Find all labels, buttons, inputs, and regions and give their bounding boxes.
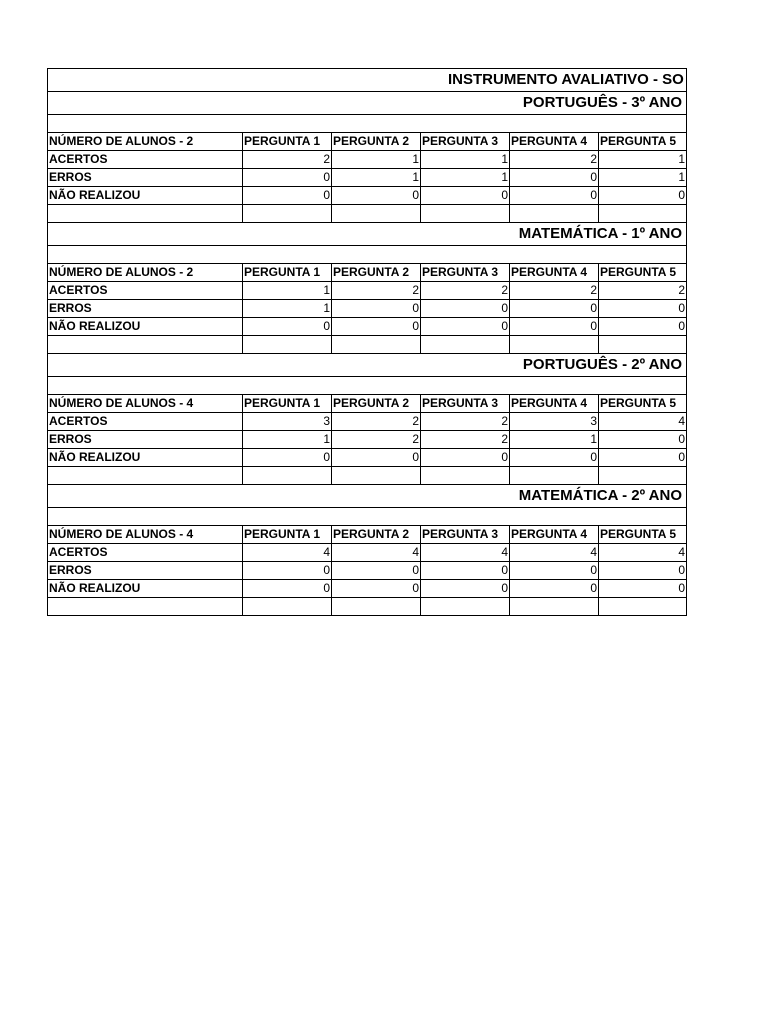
- question-header: PERGUNTA 5: [599, 264, 687, 281]
- value-cell: 0: [599, 318, 687, 335]
- blank-cell: [510, 205, 599, 222]
- value-cell: 4: [421, 544, 510, 561]
- blank-cell: [48, 598, 243, 615]
- spacer-row: [48, 508, 687, 526]
- blank-row: [48, 336, 687, 354]
- blank-cell: [332, 598, 421, 615]
- row-label: NÃO REALIZOU: [48, 187, 243, 204]
- question-header: PERGUNTA 3: [421, 133, 510, 150]
- blank-cell: [243, 205, 332, 222]
- value-cell: 0: [243, 449, 332, 466]
- subject-heading: PORTUGUÊS - 3º ANO: [522, 94, 682, 111]
- subject-heading: PORTUGUÊS - 2º ANO: [522, 356, 682, 373]
- row-label: ACERTOS: [48, 282, 243, 299]
- blank-cell: [510, 467, 599, 484]
- value-cell: 1: [332, 151, 421, 168]
- value-cell: 0: [510, 169, 599, 186]
- question-header: PERGUNTA 4: [510, 526, 599, 543]
- spacer-row: [48, 377, 687, 395]
- row-label: NÃO REALIZOU: [48, 318, 243, 335]
- acertos-row: [48, 282, 687, 300]
- blank-cell: [332, 205, 421, 222]
- header-row: [48, 526, 687, 544]
- document-title-row: [48, 69, 687, 92]
- row-label: ERROS: [48, 169, 243, 186]
- value-cell: 2: [421, 431, 510, 448]
- question-header: PERGUNTA 1: [243, 526, 332, 543]
- value-cell: 0: [510, 187, 599, 204]
- value-cell: 2: [421, 413, 510, 430]
- spacer-row: [48, 246, 687, 264]
- question-header: PERGUNTA 1: [243, 133, 332, 150]
- value-cell: 0: [243, 187, 332, 204]
- blank-cell: [421, 336, 510, 353]
- value-cell: 1: [510, 431, 599, 448]
- value-cell: 1: [243, 282, 332, 299]
- question-header: PERGUNTA 1: [243, 395, 332, 412]
- value-cell: 0: [510, 562, 599, 579]
- students-count-label: NÚMERO DE ALUNOS - 4: [48, 395, 243, 412]
- subject-heading: MATEMÁTICA - 2º ANO: [518, 487, 682, 504]
- value-cell: 0: [599, 431, 687, 448]
- blank-cell: [48, 467, 243, 484]
- value-cell: 1: [421, 151, 510, 168]
- subject-heading-row: [48, 92, 687, 115]
- question-header: PERGUNTA 4: [510, 133, 599, 150]
- students-count-label: NÚMERO DE ALUNOS - 2: [48, 133, 243, 150]
- blank-cell: [332, 467, 421, 484]
- value-cell: 0: [421, 318, 510, 335]
- value-cell: 0: [599, 300, 687, 317]
- blank-cell: [599, 467, 687, 484]
- blank-cell: [510, 598, 599, 615]
- value-cell: 0: [243, 562, 332, 579]
- value-cell: 0: [421, 187, 510, 204]
- value-cell: 0: [243, 169, 332, 186]
- value-cell: 2: [243, 151, 332, 168]
- question-header: PERGUNTA 5: [599, 526, 687, 543]
- students-count-label: NÚMERO DE ALUNOS - 2: [48, 264, 243, 281]
- value-cell: 0: [332, 187, 421, 204]
- blank-cell: [599, 205, 687, 222]
- sections-container: [48, 92, 687, 616]
- blank-cell: [421, 598, 510, 615]
- question-header: PERGUNTA 4: [510, 264, 599, 281]
- value-cell: 0: [332, 300, 421, 317]
- subject-heading-row: [48, 223, 687, 246]
- value-cell: 2: [510, 151, 599, 168]
- value-cell: 0: [599, 187, 687, 204]
- value-cell: 1: [599, 169, 687, 186]
- question-header: PERGUNTA 2: [332, 133, 421, 150]
- value-cell: 0: [421, 300, 510, 317]
- row-label: ERROS: [48, 300, 243, 317]
- spreadsheet-page: [47, 68, 687, 616]
- row-label: ACERTOS: [48, 413, 243, 430]
- value-cell: 4: [332, 544, 421, 561]
- blank-cell: [243, 598, 332, 615]
- value-cell: 2: [421, 282, 510, 299]
- erros-row: [48, 300, 687, 318]
- subject-section: [48, 354, 687, 485]
- row-label: ERROS: [48, 562, 243, 579]
- value-cell: 2: [332, 413, 421, 430]
- question-header: PERGUNTA 1: [243, 264, 332, 281]
- value-cell: 2: [510, 282, 599, 299]
- value-cell: 4: [599, 544, 687, 561]
- value-cell: 0: [510, 449, 599, 466]
- value-cell: 4: [243, 544, 332, 561]
- document-title: INSTRUMENTO AVALIATIVO - SO: [448, 71, 684, 88]
- value-cell: 0: [421, 562, 510, 579]
- subject-section: [48, 485, 687, 616]
- value-cell: 0: [421, 449, 510, 466]
- question-header: PERGUNTA 2: [332, 264, 421, 281]
- blank-cell: [48, 336, 243, 353]
- value-cell: 0: [332, 562, 421, 579]
- spacer-row: [48, 115, 687, 133]
- subject-heading-row: [48, 354, 687, 377]
- value-cell: 1: [332, 169, 421, 186]
- value-cell: 2: [332, 282, 421, 299]
- nao-realizou-row: [48, 318, 687, 336]
- blank-cell: [599, 336, 687, 353]
- blank-cell: [243, 336, 332, 353]
- acertos-row: [48, 413, 687, 431]
- question-header: PERGUNTA 2: [332, 526, 421, 543]
- row-label: ACERTOS: [48, 151, 243, 168]
- blank-cell: [421, 467, 510, 484]
- blank-cell: [421, 205, 510, 222]
- subject-heading-row: [48, 485, 687, 508]
- row-label: NÃO REALIZOU: [48, 449, 243, 466]
- row-label: NÃO REALIZOU: [48, 580, 243, 597]
- blank-row: [48, 467, 687, 485]
- row-label: ACERTOS: [48, 544, 243, 561]
- value-cell: 0: [332, 449, 421, 466]
- question-header: PERGUNTA 3: [421, 526, 510, 543]
- value-cell: 2: [599, 282, 687, 299]
- value-cell: 1: [421, 169, 510, 186]
- blank-cell: [332, 336, 421, 353]
- value-cell: 4: [510, 544, 599, 561]
- value-cell: 0: [599, 580, 687, 597]
- value-cell: 0: [421, 580, 510, 597]
- nao-realizou-row: [48, 580, 687, 598]
- value-cell: 1: [243, 300, 332, 317]
- question-header: PERGUNTA 3: [421, 264, 510, 281]
- erros-row: [48, 431, 687, 449]
- question-header: PERGUNTA 5: [599, 395, 687, 412]
- value-cell: 1: [599, 151, 687, 168]
- value-cell: 1: [243, 431, 332, 448]
- value-cell: 0: [510, 300, 599, 317]
- blank-cell: [243, 467, 332, 484]
- blank-row: [48, 205, 687, 223]
- acertos-row: [48, 544, 687, 562]
- header-row: [48, 395, 687, 413]
- value-cell: 4: [599, 413, 687, 430]
- row-label: ERROS: [48, 431, 243, 448]
- nao-realizou-row: [48, 187, 687, 205]
- value-cell: 0: [599, 562, 687, 579]
- erros-row: [48, 562, 687, 580]
- header-row: [48, 133, 687, 151]
- blank-cell: [48, 205, 243, 222]
- blank-row: [48, 598, 687, 616]
- erros-row: [48, 169, 687, 187]
- value-cell: 0: [599, 449, 687, 466]
- subject-section: [48, 92, 687, 223]
- value-cell: 3: [510, 413, 599, 430]
- subject-heading: MATEMÁTICA - 1º ANO: [518, 225, 682, 242]
- value-cell: 0: [332, 318, 421, 335]
- question-header: PERGUNTA 3: [421, 395, 510, 412]
- value-cell: 0: [510, 318, 599, 335]
- value-cell: 0: [332, 580, 421, 597]
- question-header: PERGUNTA 4: [510, 395, 599, 412]
- acertos-row: [48, 151, 687, 169]
- blank-cell: [599, 598, 687, 615]
- value-cell: 2: [332, 431, 421, 448]
- value-cell: 0: [510, 580, 599, 597]
- students-count-label: NÚMERO DE ALUNOS - 4: [48, 526, 243, 543]
- question-header: PERGUNTA 5: [599, 133, 687, 150]
- value-cell: 3: [243, 413, 332, 430]
- blank-cell: [510, 336, 599, 353]
- subject-section: [48, 223, 687, 354]
- nao-realizou-row: [48, 449, 687, 467]
- question-header: PERGUNTA 2: [332, 395, 421, 412]
- header-row: [48, 264, 687, 282]
- value-cell: 0: [243, 580, 332, 597]
- value-cell: 0: [243, 318, 332, 335]
